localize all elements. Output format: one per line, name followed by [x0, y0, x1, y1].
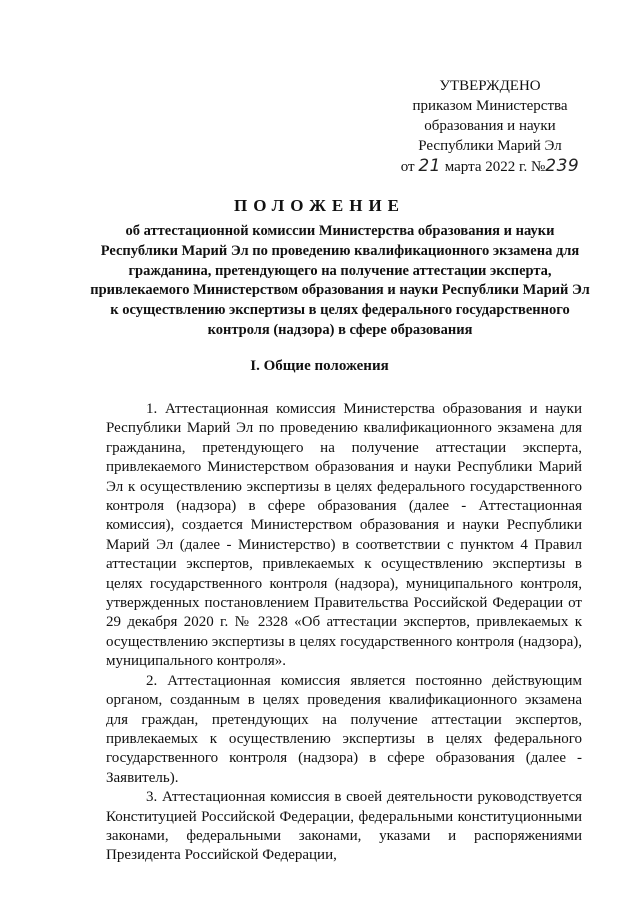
- document-subtitle: об аттестационной комиссии Министерства образования и науки Республики Марий Эл по проведению квалификационного экзамена для гражданина, претендующего на получение аттестации эксперта, привлекаемого Министерством образования и науки Республики Марий Эл к осуществлению экспертизы в целях федерального государственного контроля (надзора) в сфере образования: [90, 223, 590, 338]
- body-text: [106, 400, 582, 866]
- handwritten-order-number: 239: [545, 156, 580, 176]
- approval-line-2: приказом Министерства: [412, 98, 568, 114]
- section-heading: I. Общие положения: [250, 358, 389, 374]
- paragraph-2: 2. Аттестационная комиссия является постоянно действующим органом, созданным в целях проведения квалификационного экзамена для граждан, претендующих на получение аттестации экспертов, привлекаемых к осуществлению экспертизы в целях федерального государственного контроля (надзора) в сфере образования (далее - Заявитель).: [106, 672, 582, 786]
- document-title: ПОЛОЖЕНИЕ: [234, 196, 405, 215]
- approval-line-1: УТВЕРЖДЕНО: [439, 78, 541, 94]
- approval-stamp: [395, 76, 585, 177]
- date-rest: марта 2022 г. №: [444, 159, 546, 175]
- paragraph-3: 3. Аттестационная комиссия в своей деятельности руководствуется Конституцией Российской Федерации, федеральными конституционными законами, федеральными законами, указами и распоряжениями Президента Российской Федерации,: [106, 789, 582, 864]
- paragraph-1: 1. Аттестационная комиссия Министерства образования и науки Республики Марий Эл по проведению квалификационного экзамена для гражданина, претендующего на получение аттестации эксперта, привлекаемого Министерством образования и науки Республики Марий Эл к осуществлению экспертизы в целях федерального государственного контроля (надзора) в сфере образования (далее - Аттестационная комиссия), создается Министерством образования и науки Республики Марий Эл (далее - Министерство) в соответствии с пунктом 4 Правил аттестации экспертов, привлекаемых к осуществлению экспертизы в целях государственного контроля (надзора), муниципального контроля, утвержденных постановлением Правительства Российской Федерации от 29 декабря 2020 г. № 2328 «Об аттестации экспертов, привлекаемых к осуществлению экспертизы в целях государственного контроля (надзора), муниципального контроля».: [106, 401, 582, 670]
- date-prefix: от: [400, 159, 415, 175]
- approval-line-3: образования и науки: [424, 118, 556, 134]
- approval-date-line: [395, 156, 585, 177]
- approval-line-4: Республики Марий Эл: [418, 138, 562, 154]
- handwritten-day: 21: [418, 156, 441, 176]
